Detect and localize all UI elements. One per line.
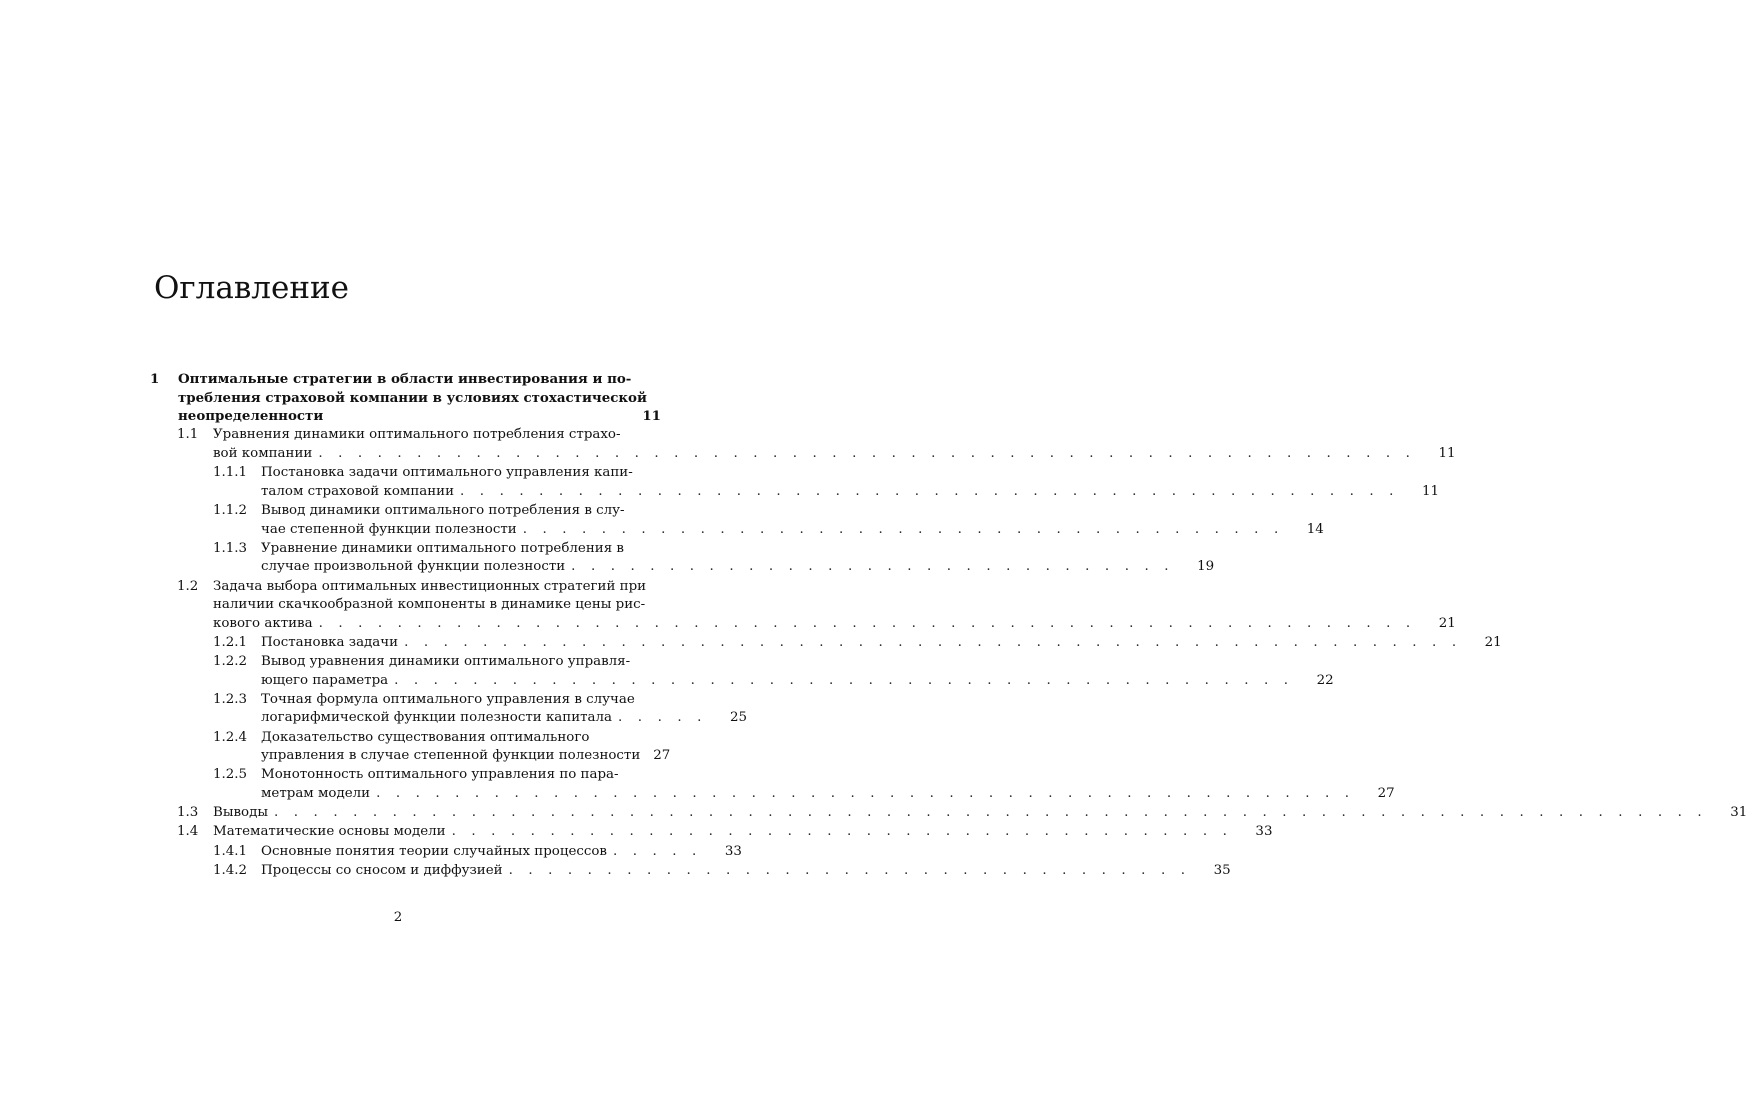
toc-title-line: вой компании: [213, 445, 313, 461]
toc-title-line: ющего параметра: [261, 672, 389, 688]
toc-number: 1.1: [177, 427, 199, 443]
toc-page-number: 11: [1438, 445, 1456, 461]
leader-dots: . . . . . . . . . . . . . . . . . . . . . . . . . . . . . . . . . . . . . . . . . . . . . . . . . . . . . . . .: [318, 615, 1416, 631]
toc-title-line: Оптимальные стратегии в области инвестирования и по-: [178, 371, 632, 387]
toc-number: 1.2.4: [213, 729, 248, 745]
toc-page-number: 33: [1255, 824, 1273, 840]
toc-entry-1-1-1[interactable]: [150, 464, 1440, 501]
leader-dots: . . . . . . . . . . . . . . . . . . . . . . . . . . . . . . .: [571, 559, 1175, 575]
toc-title-line: Монотонность оптимального управления по пара-: [261, 767, 619, 783]
leader-dots: . . . . .: [612, 843, 702, 859]
leader-dots: . . . . . . . . . . . . . . . . . . . . . . . . . . . . . . . . . . .: [508, 862, 1191, 878]
toc-entry-1[interactable]: [150, 370, 661, 426]
toc-page-number: 21: [1438, 615, 1456, 631]
toc-title-line: Математические основы модели: [213, 824, 446, 840]
toc-page-number: 31: [1730, 805, 1747, 821]
toc-entry-1-4-2[interactable]: [150, 862, 1231, 881]
toc-title-line: талом страховой компании: [261, 483, 455, 499]
toc-number: 1.2.5: [213, 767, 248, 783]
toc-number: 1.2.3: [213, 691, 248, 707]
toc-page-number: 27: [653, 748, 671, 764]
toc-title-line: управления в случае степенной функции полезности: [261, 748, 641, 764]
toc-page-number: 14: [1306, 521, 1324, 537]
leader-dots: . . . . . . . . . . . . . . . . . . . . . . . . . . . . . . . . . . . . . . . . . . . . . . . . . .: [376, 786, 1355, 801]
toc-entry-1-2-1[interactable]: [150, 634, 1502, 653]
toc-number: 1.2.1: [213, 634, 248, 650]
leader-dots: . . . . .: [618, 710, 707, 726]
toc-title-line: наличии скачкообразной компоненты в динамике цены рис-: [213, 597, 646, 613]
toc-page-number: 35: [1213, 862, 1231, 878]
toc-entry-1-3[interactable]: [150, 804, 1747, 823]
toc-entry-1-2-2[interactable]: [150, 653, 1334, 690]
toc-title-line: Уравнение динамики оптимального потребления в: [261, 540, 624, 556]
toc-number: 1.1.2: [213, 502, 248, 518]
toc-title-line: случае произвольной функции полезности: [261, 559, 566, 575]
toc-title-line: Вывод динамики оптимального потребления в слу-: [261, 502, 625, 518]
toc-title-line: неопределенности: [178, 408, 324, 425]
toc-title-line: Выводы: [213, 805, 269, 821]
toc-title-line: Основные понятия теории случайных процессов: [261, 843, 607, 859]
leader-dots: . . . . . . . . . . . . . . . . . . . . . . . . . . . . . . . . . . . . . . . . . . . . . .: [394, 672, 1294, 688]
toc-title-line: кового актива: [213, 615, 313, 631]
toc-entry-1-1-2[interactable]: [150, 502, 1324, 539]
toc-entry-1-1[interactable]: [150, 426, 1456, 463]
toc-title-line: логарифмической функции полезности капитала: [261, 710, 613, 726]
page-number: 2: [393, 910, 403, 925]
toc-number: 1.4.2: [213, 862, 248, 878]
toc-page-number: 19: [1197, 559, 1215, 575]
table-of-contents: [150, 370, 1747, 880]
leader-dots: . . . . . . . . . . . . . . . . . . . . . . . . . . . . . . . . . . . . . . . . . . . . . . . .: [460, 483, 1400, 499]
toc-page-number: 27: [1377, 786, 1395, 801]
toc-entry-1-2[interactable]: [150, 578, 1456, 634]
toc-entry-1-4[interactable]: [150, 823, 1273, 842]
toc-page-number: 22: [1316, 672, 1334, 688]
toc-entry-1-1-3[interactable]: [150, 540, 1215, 577]
toc-title-line: Задача выбора оптимальных инвестиционных стратегий при: [213, 578, 647, 594]
toc-title-line: Постановка задачи: [261, 634, 399, 650]
page-title: Оглавление: [154, 270, 349, 306]
toc-page-number: 21: [1484, 634, 1502, 650]
toc-entry-1-2-3[interactable]: [150, 691, 747, 728]
toc-title-line: метрам модели: [261, 786, 371, 801]
leader-dots: . . . . . . . . . . . . . . . . . . . . . . . . . . . . . . . . . . . . . . . . . . . . . . . . . . . . . . . .: [318, 445, 1416, 461]
leader-dots: . . . . . . . . . . . . . . . . . . . . . . . . . . . . . . . . . . . . . . . .: [451, 824, 1233, 840]
toc-entry-1-2-4[interactable]: [150, 729, 671, 766]
leader-dots: . . . . . . . . . . . . . . . . . . . . . . . . . . . . . . . . . . . . . . . . . . . . . . . . . . . . . .: [404, 634, 1462, 650]
toc-page-number: 25: [729, 710, 747, 726]
toc-title-line: Доказательство существования оптимального: [261, 729, 590, 745]
toc-number: 1.2: [177, 578, 199, 594]
toc-title-line: Точная формула оптимального управления в случае: [261, 691, 635, 707]
toc-page-number: 33: [724, 843, 742, 859]
toc-title-line: Постановка задачи оптимального управления капи-: [261, 465, 633, 481]
toc-number: 1.3: [177, 805, 199, 821]
toc-number: 1.1.1: [213, 465, 248, 481]
toc-page-number: 11: [1422, 483, 1440, 499]
toc-title-line: чае степенной функции полезности: [261, 521, 517, 537]
leader-dots: . . . . . . . . . . . . . . . . . . . . . . . . . . . . . . . . . . . . . . .: [522, 521, 1284, 537]
toc-number: 1.4: [177, 824, 199, 840]
toc-entry-1-2-5[interactable]: [150, 766, 1395, 803]
leader-dots: . . . . . . . . . . . . . . . . . . . . . . . . . . . . . . . . . . . . . . . . . . . . . . . . . . . . . . . . . . . . . . . . . . . . . . . . .: [274, 805, 1708, 821]
toc-number: 1.2.2: [213, 654, 248, 670]
toc-number: 1: [150, 371, 160, 387]
toc-title-line: Процессы со сносом и диффузией: [261, 862, 503, 878]
toc-number: 1.4.1: [213, 843, 248, 859]
toc-title-line: Уравнения динамики оптимального потребления страхо-: [213, 427, 621, 443]
toc-page-number: 11: [642, 408, 661, 425]
toc-number: 1.1.3: [213, 540, 248, 556]
toc-title-line: Вывод уравнения динамики оптимального управля-: [261, 654, 631, 670]
toc-entry-1-4-1[interactable]: [150, 843, 742, 862]
toc-title-line: требления страховой компании в условиях стохастической: [178, 389, 647, 406]
